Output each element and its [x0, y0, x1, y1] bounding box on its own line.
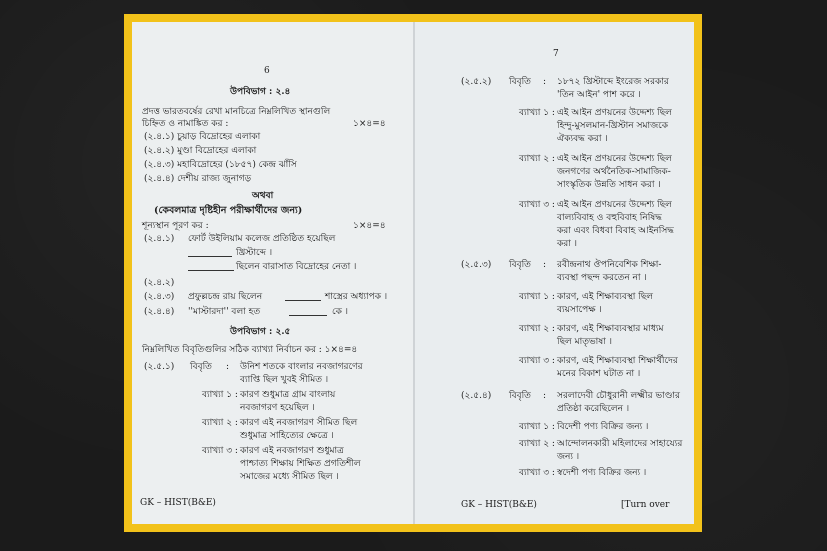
instruction-text: প্রদত্ত ভারতবর্ষের রেখা মানচিত্রে নিম্নলিখিত স্থানগুলি	[142, 107, 331, 117]
explanation-text: করা ।	[557, 239, 577, 249]
explanation-text: জন্য ।	[557, 452, 580, 462]
explanation-text: কারণ, এই শিক্ষাব্যবস্থা শিক্ষার্থীদের	[557, 356, 678, 366]
section-subheading: (কেবলমাত্র দৃষ্টিহীন পরীক্ষার্থীদের জন্য)	[154, 205, 303, 216]
explanation-text: জনগণের অর্থনৈতিক-সামাজিক-	[557, 167, 671, 177]
explanation-label: ব্যাখ্যা ১ :	[519, 108, 555, 118]
statement-text: 'তিন আইন' পাশ করে ।	[557, 90, 641, 100]
question-number: (২.৫.২)	[461, 77, 492, 87]
statement-label: বিবৃতি	[190, 362, 212, 372]
question-text: ছিলেন বারাসাত বিদ্রোহের নেতা ।	[236, 262, 357, 272]
explanation-label: ব্যাখ্যা ১ :	[202, 390, 238, 400]
question-number: (২.৪.১)	[144, 234, 175, 244]
page-number: 6	[264, 66, 270, 76]
explanation-text: এই আইন প্রণয়নের উদ্দেশ্য ছিল	[557, 200, 672, 210]
question-text: খ্রিস্টাব্দে ।	[236, 248, 273, 258]
explanation-text: নবজাগরণ হয়েছিল ।	[240, 403, 315, 413]
answer-blank	[285, 292, 321, 305]
answer-blank	[289, 307, 327, 320]
instruction-text: নিম্নলিখিত বিবৃতিগুলির সঠিক ব্যাখ্যা নির্বাচন কর : ১×৪=৪	[142, 345, 358, 355]
explanation-text: সমাজের মধ্যে সীমিত ছিল ।	[240, 472, 339, 482]
explanation-text: কারণ, এই শিক্ষাব্যবস্থার মাধ্যম	[557, 324, 664, 334]
explanation-text: ব্যয়সাপেক্ষ ।	[557, 305, 602, 315]
statement-label: বিবৃতি	[509, 260, 531, 270]
explanation-text: কারণ শুধুমাত্র গ্রাম বাংলায়	[240, 390, 336, 400]
explanation-label: ব্যাখ্যা ২ :	[519, 324, 555, 334]
question-number: (২.৪.৩)	[144, 292, 175, 302]
statement-text: ব্যবস্থা পছন্দ করতেন না ।	[557, 273, 647, 283]
explanation-label: ব্যাখ্যা ৩ :	[519, 356, 555, 366]
question-number: (২.৫.৪)	[461, 391, 492, 401]
explanation-text: বাল্যবিবাহ ও বহুবিবাহ নিষিদ্ধ	[557, 213, 662, 223]
question-text: ''মাস্টারদা'' বলা হত	[188, 307, 261, 317]
booklet-frame	[124, 14, 702, 532]
answer-blank	[188, 262, 234, 275]
explanation-text: স্বদেশী পণ্য বিক্রির জন্য ।	[557, 468, 647, 478]
explanation-text: কারণ এই নবজাগরণ শুধুমাত্র	[240, 446, 344, 456]
explanation-text: এই আইন প্রণয়নের উদ্দেশ্য ছিল	[557, 108, 672, 118]
explanation-label: ব্যাখ্যা ৩ :	[519, 200, 555, 210]
statement-label: বিবৃতি	[509, 391, 531, 401]
explanation-label: ব্যাখ্যা ৩ :	[519, 468, 555, 478]
statement-text: ১৮৭২ খ্রিস্টাব্দে ইংরেজ সরকার	[557, 77, 669, 87]
colon: :	[543, 391, 547, 401]
explanation-label: ব্যাখ্যা ২ :	[519, 154, 555, 164]
statement-text: উনিশ শতকে বাংলার নবজাগরণের	[240, 362, 363, 372]
question-number: (২.৪.৪)	[144, 307, 175, 317]
left-page	[132, 22, 413, 524]
marks-label: ১×৪=৪	[353, 119, 386, 129]
explanation-text: কারণ এই নবজাগরণ সীমিত ছিল	[240, 418, 358, 428]
statement-text: সরলাদেবী চৌধুরানী লক্ষ্মীর ভাণ্ডার	[557, 391, 680, 401]
question-text: শাস্ত্রের অধ্যাপক ।	[325, 292, 388, 302]
instruction-text: শূন্যস্থান পূরণ কর :	[142, 221, 209, 231]
explanation-text: আন্দোলনকারী মহিলাদের সাহায্যের	[557, 439, 683, 449]
explanation-label: ব্যাখ্যা ১ :	[519, 292, 555, 302]
question-text: প্রফুল্লচন্দ্র রায় ছিলেন	[188, 292, 263, 302]
question-number: (২.৫.৩)	[461, 260, 492, 270]
right-page	[415, 22, 694, 524]
explanation-label: ব্যাখ্যা ১ :	[519, 422, 555, 432]
or-divider: অথবা	[252, 191, 274, 201]
explanation-text: পাশ্চাত্য শিক্ষায় শিক্ষিত প্রগতিশীল	[240, 459, 361, 469]
explanation-text: এই আইন প্রণয়নের উদ্দেশ্য ছিল	[557, 154, 672, 164]
turn-over-label: [Turn over	[621, 500, 670, 510]
statement-text: প্রতিষ্ঠা করেছিলেন ।	[557, 404, 630, 414]
list-item: (২.৪.১) চুয়াড় বিদ্রোহের এলাকা	[144, 132, 261, 142]
explanation-text: সাংস্কৃতিক উন্নতি সাধন করা ।	[557, 180, 661, 190]
answer-blank	[188, 248, 232, 261]
instruction-text: চিহ্নিত ও নামাঙ্কিত কর :	[142, 119, 229, 129]
list-item: (২.৪.৩) মহাবিদ্রোহের (১৮৫৭) কেন্দ্র ঝাঁসি	[144, 160, 297, 170]
explanation-text: বিদেশী পণ্য বিক্রির জন্য ।	[557, 422, 649, 432]
explanation-text: হিন্দু-মুসলমান-খ্রিস্টান সমাজকে	[557, 121, 669, 131]
page-footer: GK – HIST(B&E)	[140, 498, 216, 508]
explanation-text: শুধুমাত্র সাহিত্যের ক্ষেত্রে ।	[240, 431, 334, 441]
page-number: 7	[553, 49, 559, 59]
explanation-text: কারণ, এই শিক্ষাব্যবস্থা ছিল	[557, 292, 654, 302]
question-number: (২.৫.১)	[144, 362, 175, 372]
page-footer: GK – HIST(B&E)	[461, 500, 537, 510]
explanation-text: করা এবং বিধবা বিবাহ আইনসিদ্ধ	[557, 226, 674, 236]
question-number: (২.৪.২)	[144, 278, 175, 288]
explanation-label: ব্যাখ্যা ৩ :	[202, 446, 238, 456]
section-heading: উপবিভাগ : ২.৫	[230, 327, 291, 337]
list-item: (২.৪.৪) দেশীয় রাজ্য জুনাগড়	[144, 174, 252, 184]
explanation-text: ছিল মাতৃভাষা ।	[557, 337, 612, 347]
marks-label: ১×৪=৪	[353, 221, 386, 231]
colon: :	[543, 77, 547, 87]
explanation-label: ব্যাখ্যা ২ :	[202, 418, 238, 428]
statement-text: ব্যাপ্তি ছিল খুবই সীমিত ।	[240, 375, 329, 385]
question-text: কে ।	[332, 307, 349, 317]
explanation-text: ঐক্যবদ্ধ করা ।	[557, 134, 608, 144]
list-item: (২.৪.২) মুণ্ডা বিদ্রোহের এলাকা	[144, 146, 257, 156]
statement-text: রবীন্দ্রনাথ ঔপনিবেশিক শিক্ষা-	[557, 260, 662, 270]
explanation-text: মনের বিকাশ ঘটাত না ।	[557, 369, 641, 379]
statement-label: বিবৃতি	[509, 77, 531, 87]
explanation-label: ব্যাখ্যা ২ :	[519, 439, 555, 449]
question-text: ফোর্ট উইলিয়াম কলেজ প্রতিষ্ঠিত হয়েছিল	[188, 234, 336, 244]
colon: :	[226, 362, 230, 372]
colon: :	[543, 260, 547, 270]
section-heading: উপবিভাগ : ২.৪	[230, 87, 291, 97]
